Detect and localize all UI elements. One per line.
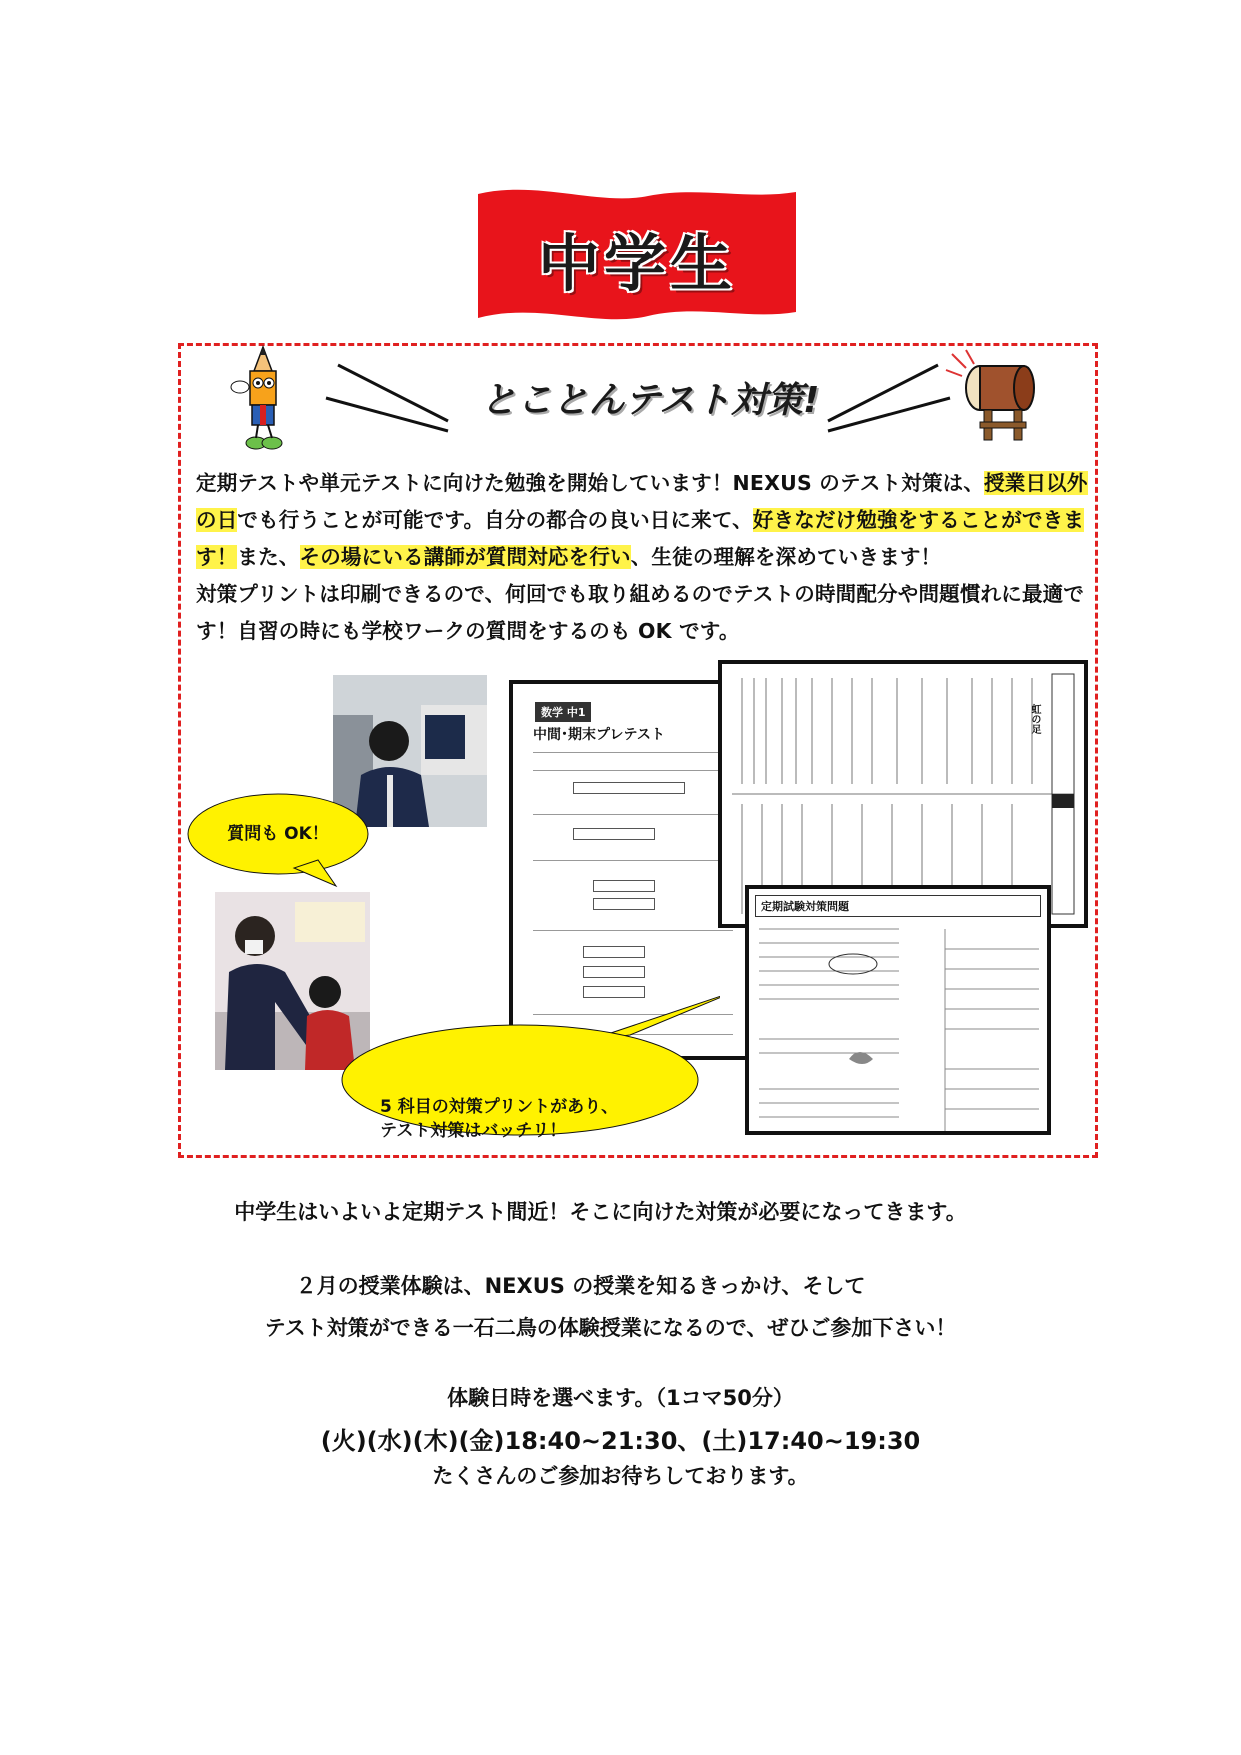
worksheet-title-3: 定期試験対策問題 xyxy=(761,900,849,913)
highlight-text: 好きなだけ勉強をすることができます！ xyxy=(196,508,1085,569)
intro-text: でも行うことが可能です。自分の都合の良い日に来て、 xyxy=(237,508,753,532)
intro-text-2: 対策プリントは印刷できるので、何回でも取り組めるのでテストの時間配分や問題慣れに最適です！自習の時にも学校ワークの質問をするのも OK です。 xyxy=(196,582,1085,643)
intro-text: また、 xyxy=(237,545,300,569)
bubble-prints-text xyxy=(380,1095,680,1143)
footer-line-4: 体験日時を選べます。（1コマ50分） xyxy=(447,1386,794,1410)
science-worksheet-image xyxy=(745,885,1051,1135)
taiko-drum-icon xyxy=(944,348,1044,443)
pencil-mascot-icon xyxy=(228,345,298,455)
footer-line-5: (火)(水)(木)(金)18:40~21:30、(土)17:40~19:30 xyxy=(320,1427,921,1455)
banner-title: 中学生 xyxy=(537,227,736,300)
banner-flag xyxy=(478,186,796,326)
section-heading: とことんテスト対策! xyxy=(480,380,820,421)
worksheet-tag: 虹の足 xyxy=(1029,704,1040,734)
highlight-text: 授業日以外の日 xyxy=(196,471,1088,532)
bubble-prints-line2: テスト対策はバッチリ！ xyxy=(380,1121,567,1141)
intro-text: 、生徒の理解を深めていきます！ xyxy=(630,545,942,569)
footer-line-6: たくさんのご参加お待ちしております。 xyxy=(432,1464,809,1488)
footer-line-2: ２月の授業体験は、NEXUS の授業を知るきっかけ、そして xyxy=(295,1274,866,1298)
footer-line-3: テスト対策ができる一石二鳥の体験授業になるので、ぜひご参加下さい！ xyxy=(264,1316,957,1340)
intro-text: 定期テストや単元テストに向けた勉強を開始しています！NEXUS のテスト対策は、 xyxy=(196,471,985,495)
bubble-prints-line1: 5 科目の対策プリントがあり、 xyxy=(380,1097,619,1117)
intro-paragraph xyxy=(196,465,1096,650)
worksheet-subtitle: 中間･期末プレテスト xyxy=(533,727,665,743)
worksheet-title: 数学 中1 xyxy=(535,702,591,722)
bubble-question-text: 質問も OK！ xyxy=(227,824,329,844)
footer-line-1: 中学生はいよいよ定期テスト間近！そこに向けた対策が必要になってきます。 xyxy=(234,1200,967,1224)
highlight-text: その場にいる講師が質問対応を行い xyxy=(299,545,631,569)
